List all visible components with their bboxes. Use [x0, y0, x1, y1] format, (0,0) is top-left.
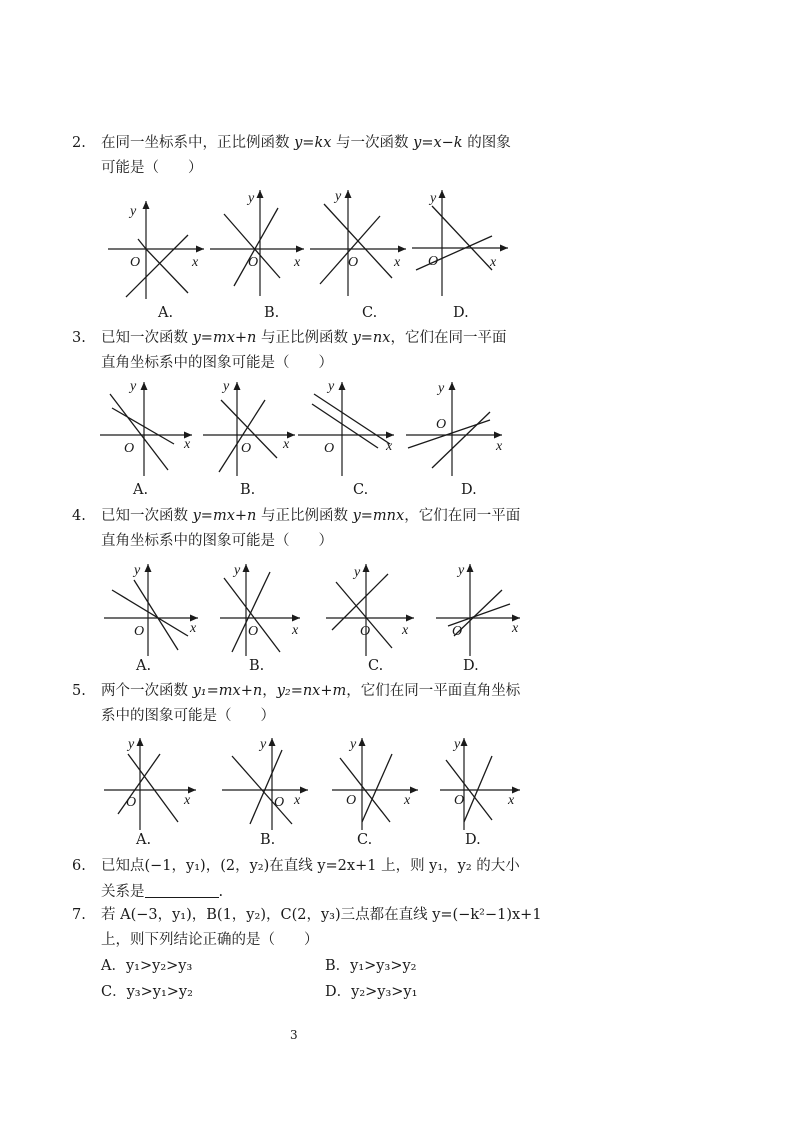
q6-stem-line1: 已知点(−1，y₁)，(2，y₂)在直线 y=2x+1 上，则 y₁，y₂ 的大小	[101, 858, 520, 874]
q5-option-a: A.	[136, 832, 152, 848]
q4-stem-line2: 直角坐标系中的图象可能是（ ）	[101, 533, 333, 549]
q2-formula-1: y=kx	[294, 135, 332, 151]
origin-label: O	[346, 793, 357, 808]
origin-label: O	[274, 795, 285, 810]
origin-label: O	[360, 624, 371, 639]
q4-text-a: 已知一次函数	[101, 508, 193, 524]
origin-label: O	[454, 793, 465, 808]
axis-x-label: x	[512, 621, 519, 636]
q5-text-c: ，它们在同一平面直角坐标	[346, 683, 521, 699]
q3-formula-1: y=mx+n	[192, 330, 257, 346]
q5-number: 5.	[72, 683, 86, 699]
axis-x-label: x	[402, 623, 409, 638]
origin-label: O	[241, 441, 252, 456]
axis-y-label: y	[335, 189, 342, 204]
q5-option-d: D.	[465, 832, 481, 848]
q4-graph-c	[326, 560, 418, 656]
q5-formula-1: y₁=mx+n	[192, 683, 263, 699]
q3-stem-line1	[101, 328, 506, 348]
origin-label: O	[436, 417, 447, 432]
q3-graph-a	[98, 378, 196, 476]
q3-graph-d	[406, 378, 506, 476]
origin-label: O	[348, 255, 359, 270]
q3-stem-line2: 直角坐标系中的图象可能是（ ）	[101, 355, 333, 371]
q4-option-b: B.	[249, 658, 265, 674]
q4-number: 4.	[72, 508, 86, 524]
axis-x-label: x	[292, 623, 299, 638]
origin-label: O	[324, 441, 335, 456]
q5-stem-line1	[101, 681, 520, 701]
q6-number: 6.	[72, 858, 86, 874]
axis-x-label: x	[496, 439, 503, 454]
q4-option-d: D.	[463, 658, 479, 674]
q5-stem-line2: 系中的图象可能是（ ）	[101, 708, 275, 724]
q5-graph-b	[222, 734, 312, 830]
q3-formula-2: y=nx	[352, 330, 391, 346]
q5-graph-d	[440, 734, 524, 830]
q5-formula-2: y₂=nx+m	[276, 683, 347, 699]
q4-formula-1: y=mx+n	[192, 508, 257, 524]
q2-text-b: 与一次函数	[331, 135, 414, 151]
q2-graph-a	[108, 195, 208, 300]
q7-choice-a: A．y₁>y₂>y₃	[101, 958, 193, 974]
origin-label: O	[124, 441, 135, 456]
q4-option-a: A.	[136, 658, 152, 674]
page-number: 3	[290, 1028, 298, 1042]
axis-y-label: y	[223, 379, 230, 394]
axis-x-label: x	[294, 793, 301, 808]
q2-text-c: 的图象	[462, 135, 511, 151]
axis-x-label: x	[184, 793, 191, 808]
origin-label: O	[248, 255, 259, 270]
q2-option-d: D.	[453, 305, 469, 321]
q2-graph-b	[210, 186, 310, 296]
axis-y-label: y	[134, 563, 141, 578]
q2-stem-line2: 可能是（ ）	[101, 160, 203, 176]
q3-option-a: A.	[133, 482, 149, 498]
q5-option-c: C.	[357, 832, 373, 848]
q5-text-a: 两个一次函数	[101, 683, 193, 699]
axis-x-label: x	[190, 621, 197, 636]
axis-y-label: y	[128, 737, 135, 752]
q4-graph-a	[104, 560, 202, 656]
q3-text-b: 与正比例函数	[256, 330, 353, 346]
q4-formula-2: y=mnx	[352, 508, 405, 524]
q6-answer-blank[interactable]	[145, 883, 219, 898]
axis-x-label: x	[508, 793, 515, 808]
q7-stem-line1: 若 A(−3，y₁)，B(1，y₂)，C(2，y₃)三点都在直线 y=(−k²−1)x+1	[101, 907, 542, 923]
q6-text-b: .	[218, 884, 224, 900]
q5-separator: ，	[262, 683, 277, 699]
q2-option-c: C.	[362, 305, 378, 321]
q3-number: 3.	[72, 330, 86, 346]
q4-graph-b	[220, 560, 304, 656]
q2-number: 2.	[72, 135, 86, 151]
axis-y-label: y	[354, 565, 361, 580]
axis-x-label: x	[490, 255, 497, 270]
q2-stem-line1	[101, 133, 511, 153]
q4-text-c: ，它们在同一平面	[404, 508, 521, 524]
origin-label: O	[126, 795, 137, 810]
origin-label: O	[452, 624, 463, 639]
q7-stem-line2: 上，则下列结论正确的是（ ）	[101, 932, 319, 948]
q6-stem-line2	[101, 882, 223, 902]
axis-x-label: x	[192, 255, 199, 270]
axis-y-label: y	[248, 191, 255, 206]
q4-text-b: 与正比例函数	[256, 508, 353, 524]
q2-option-a: A.	[158, 305, 174, 321]
q4-graph-d	[436, 560, 524, 656]
q2-graph-d	[412, 186, 512, 296]
q3-text-a: 已知一次函数	[101, 330, 193, 346]
q5-graph-a	[104, 734, 200, 830]
q2-formula-2: y=x−k	[413, 135, 463, 151]
axis-y-label: y	[130, 379, 137, 394]
axis-y-label: y	[458, 563, 465, 578]
q7-number: 7.	[72, 907, 86, 923]
axis-x-label: x	[394, 255, 401, 270]
axis-y-label: y	[234, 563, 241, 578]
axis-x-label: x	[294, 255, 301, 270]
axis-y-label: y	[350, 737, 357, 752]
q2-graph-c	[310, 186, 410, 296]
q6-text-a: 关系是	[101, 884, 145, 900]
q3-graph-b	[203, 378, 299, 476]
q2-text-a: 在同一坐标系中，正比例函数	[101, 135, 295, 151]
origin-label: O	[134, 624, 145, 639]
axis-x-label: x	[184, 437, 191, 452]
origin-label: O	[428, 254, 439, 269]
q4-option-c: C.	[368, 658, 384, 674]
q5-graph-c	[332, 734, 422, 830]
axis-y-label: y	[430, 191, 437, 206]
q7-choice-d: D．y₂>y₃>y₁	[325, 984, 418, 1000]
q3-text-c: ，它们在同一平面	[390, 330, 507, 346]
q3-option-b: B.	[240, 482, 256, 498]
q4-stem-line1	[101, 506, 520, 526]
axis-y-label: y	[260, 737, 267, 752]
origin-label: O	[130, 255, 141, 270]
q5-option-b: B.	[260, 832, 276, 848]
axis-x-label: x	[404, 793, 411, 808]
axis-y-label: y	[328, 379, 335, 394]
q3-option-d: D.	[461, 482, 477, 498]
q7-choice-b: B．y₁>y₃>y₂	[325, 958, 417, 974]
axis-y-label: y	[454, 737, 461, 752]
axis-y-label: y	[438, 381, 445, 396]
q3-option-c: C.	[353, 482, 369, 498]
axis-x-label: x	[283, 437, 290, 452]
axis-x-label: x	[386, 439, 393, 454]
q7-choice-c: C．y₃>y₁>y₂	[101, 984, 193, 1000]
axis-y-label: y	[130, 204, 137, 219]
q2-option-b: B.	[264, 305, 280, 321]
q3-graph-c	[298, 378, 398, 476]
origin-label: O	[248, 624, 259, 639]
